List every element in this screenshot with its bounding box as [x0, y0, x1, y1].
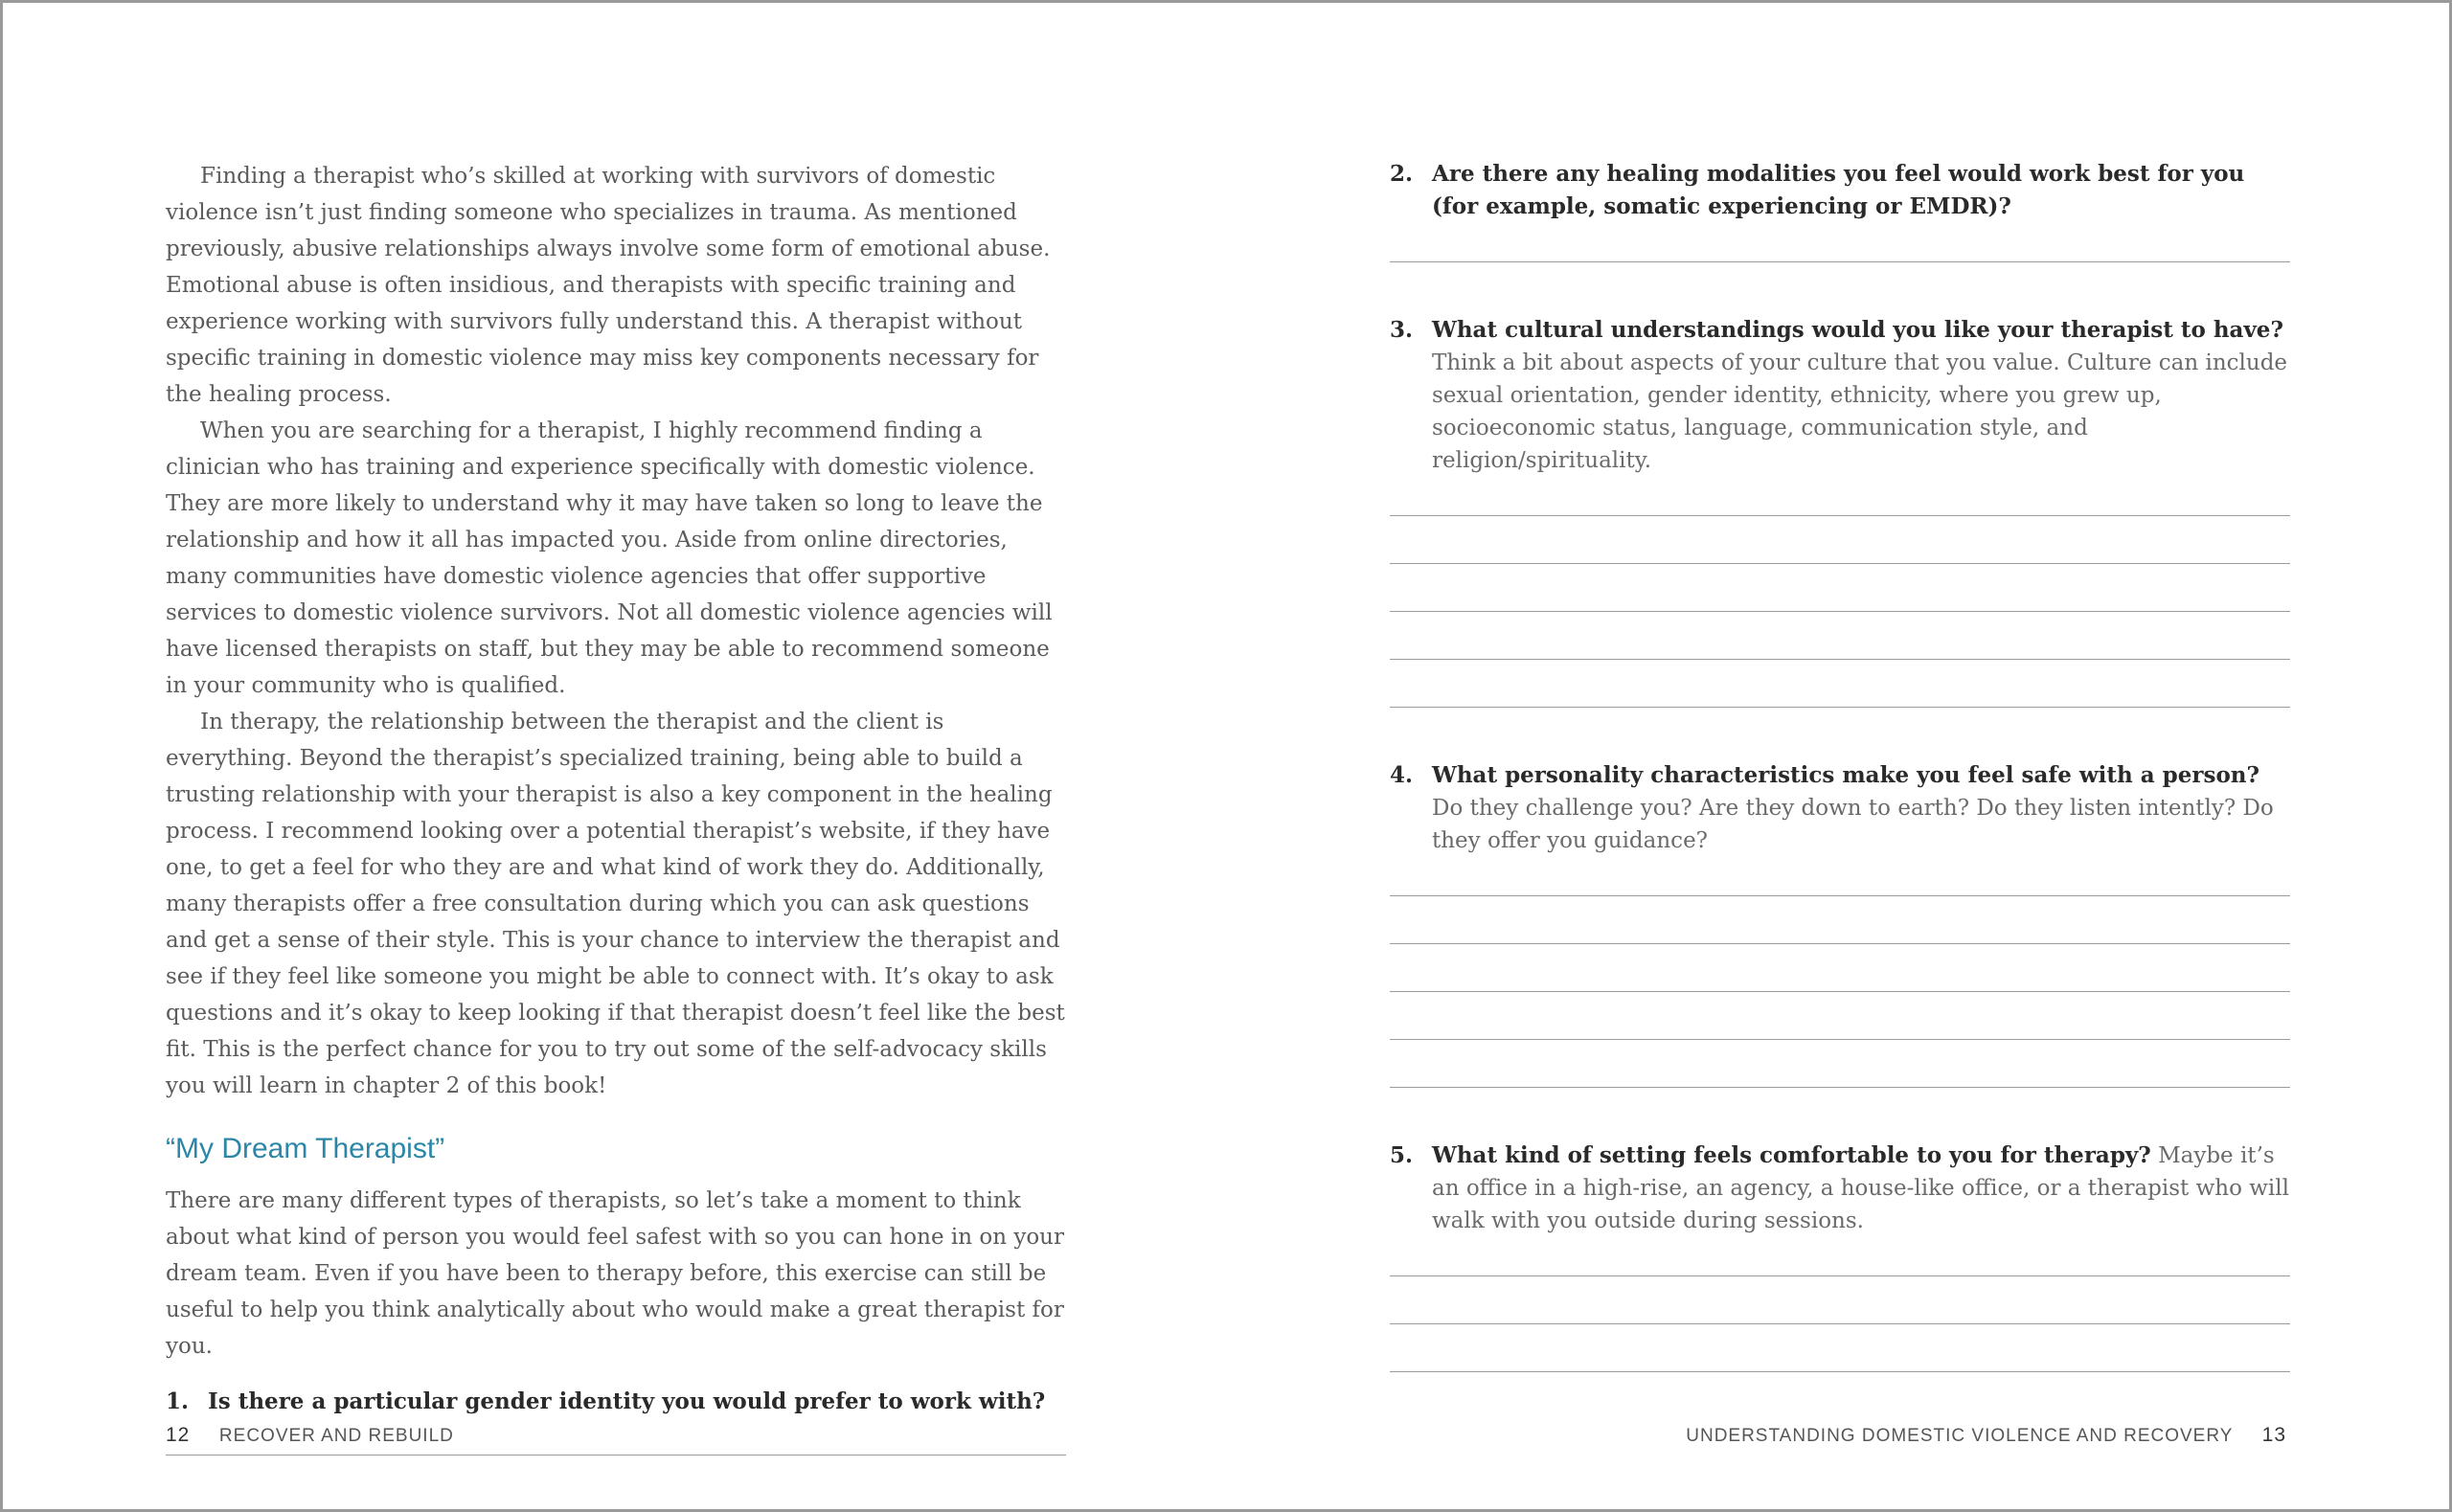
- answer-line[interactable]: [1390, 1275, 2290, 1276]
- answer-line[interactable]: [1390, 991, 2290, 992]
- question-number: 2.: [1390, 161, 1414, 187]
- question-number: 3.: [1390, 317, 1414, 343]
- question-5: [1390, 1140, 2290, 1237]
- answer-line[interactable]: [1390, 895, 2290, 896]
- body-text: [166, 158, 1066, 1104]
- answer-line[interactable]: [1390, 707, 2290, 708]
- question-text: [1432, 1140, 2290, 1237]
- question-number: 4.: [1390, 762, 1414, 788]
- intro-text: [166, 1183, 1066, 1365]
- question-bold: Is there a particular gender identity you would prefer to work with?: [208, 1388, 1046, 1414]
- running-title: UNDERSTANDING DOMESTIC VIOLENCE AND RECOVERY: [1686, 1426, 2234, 1446]
- question-hint: Do they challenge you? Are they down to earth? Do they listen intently? Do they offer you guidance?: [1432, 796, 2274, 853]
- paragraph: Finding a therapist who’s skilled at working with survivors of domestic violence isn’t just finding someone who specializes in trauma. As mentioned previously, abusive relationships always involve some form of emotional abuse. Emotional abuse is often insidious, and therapists with specific training and experience working with survivors fully understand this. A therapist without specific training in domestic violence may miss key components necessary for the healing process.: [166, 164, 1051, 407]
- answer-line[interactable]: [1390, 659, 2290, 660]
- question-4: [1390, 759, 2290, 857]
- question-hint: Maybe it’s an office in a high-rise, an agency, a house-like office, or a therapist who will walk with you outside during sessions.: [1432, 1143, 2290, 1233]
- question-bold: What cultural understandings would you like your therapist to have?: [1432, 317, 2283, 343]
- answer-line[interactable]: [1390, 261, 2290, 262]
- section-heading: “My Dream Therapist”: [166, 1133, 445, 1164]
- question-text: [1432, 158, 2290, 223]
- intro-paragraph: There are many different types of therapists, so let’s take a moment to think about what kind of person you would feel safest with so you can hone in on your dream team. Even if you have been to therapy before, this exercise can still be useful to help you think analytically about who would make a great therapist for you.: [166, 1188, 1064, 1359]
- right-page: [1390, 158, 2290, 1372]
- question-bold: What personality characteristics make you feel safe with a person?: [1432, 762, 2260, 788]
- answer-line[interactable]: [1390, 1087, 2290, 1088]
- answer-line[interactable]: [1390, 1371, 2290, 1372]
- left-page: [166, 158, 1066, 1456]
- paragraph: When you are searching for a therapist, I highly recommend finding a clinician who has training and experience specifically with domestic violence. They are more likely to understand why it may have taken so long to leave the relationship and how it all has impacted you. Aside from online directories, many communities have domestic violence agencies that offer supportive services to domestic violence survivors. Not all domestic violence agencies will have licensed therapists on staff, but they may be able to recommend someone in your community who is qualified.: [166, 418, 1053, 698]
- footer-right: [1686, 1424, 2286, 1447]
- answer-line[interactable]: [1390, 943, 2290, 944]
- question-number: 5.: [1390, 1142, 1414, 1168]
- footer-left: [166, 1424, 454, 1447]
- answer-line[interactable]: [1390, 563, 2290, 564]
- answer-line[interactable]: [1390, 1039, 2290, 1040]
- question-text: [208, 1386, 1066, 1418]
- page-number: 13: [2261, 1424, 2286, 1446]
- question-text: [1432, 314, 2290, 477]
- answer-line[interactable]: [1390, 1323, 2290, 1324]
- question-hint: Think a bit about aspects of your culture that you value. Culture can include sexual orientation, gender identity, ethnicity, where you grew up, socioeconomic status, language, communication style, and religion/spirituality.: [1432, 350, 2288, 473]
- question-bold: What kind of setting feels comfortable to you for therapy?: [1432, 1142, 2151, 1168]
- question-3: [1390, 314, 2290, 477]
- question-bold: Are there any healing modalities you feel would work best for you (for example, somatic experiencing or EMDR)?: [1432, 161, 2245, 219]
- answer-line[interactable]: [1390, 611, 2290, 612]
- question-2: [1390, 158, 2290, 223]
- page-number: 12: [166, 1424, 191, 1446]
- question-1: [166, 1386, 1066, 1418]
- question-number: 1.: [166, 1388, 190, 1414]
- question-text: [1432, 759, 2290, 857]
- paragraph: In therapy, the relationship between the therapist and the client is everything. Beyond the therapist’s specialized training, being able to build a trusting relationship with your therapist is also a key component in the healing process. I recommend looking over a potential therapist’s website, if they have one, to get a feel for who they are and what kind of work they do. Additionally, many therapists offer a free consultation during which you can ask questions and get a sense of their style. This is your chance to interview the therapist and see if they feel like someone you might be able to connect with. It’s okay to ask questions and it’s okay to keep looking if that therapist doesn’t feel like the best fit. This is the perfect chance for you to try out some of the self-advocacy skills you will learn in chapter 2 of this book!: [166, 710, 1065, 1098]
- answer-line[interactable]: [1390, 515, 2290, 516]
- running-title: RECOVER AND REBUILD: [218, 1426, 454, 1446]
- answer-line[interactable]: [166, 1455, 1066, 1456]
